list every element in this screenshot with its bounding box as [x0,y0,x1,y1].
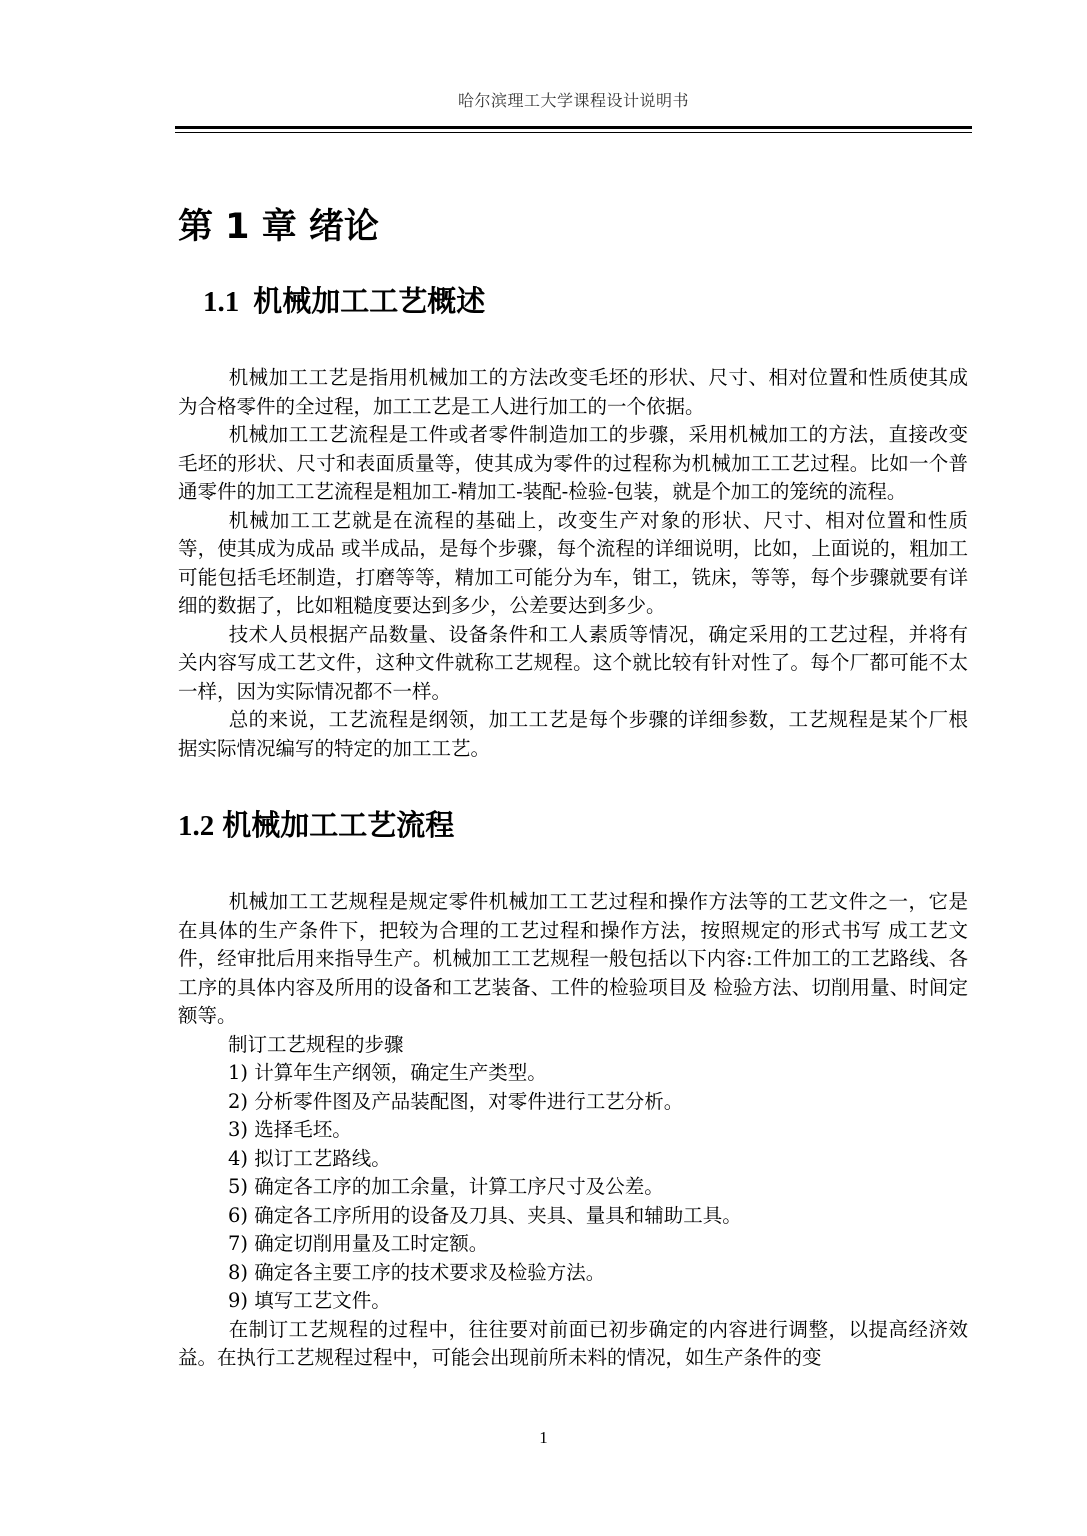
section-title-text: 机械加工工艺概述 [253,284,486,318]
list-item: 9) 填写工艺文件。 [228,1289,391,1312]
header-rule-thin [175,132,972,133]
paragraph: 在制订工艺规程的过程中，往往要对前面已初步确定的内容进行调整，以提高经济效益。在执行工艺规程过程中，可能会出现前所未料的情况，如生产条件的变 [178,1317,968,1369]
paragraph: 机械加工工艺就是在流程的基础上，改变生产对象的形状、尺寸、相对位置和性质等，使其成为成品 或半成品，是每个步骤，每个流程的详细说明，比如，上面说的，粗加工可能包括毛坯制造，打磨等等，精加工可能分为车，钳工，铣床，等等，每个步骤就要有详 细的数据了，比如粗糙度要达到多少，公差要达到多少。 [178,508,968,617]
list-item: 2) 分析零件图及产品装配图，对零件进行工艺分析。 [228,1089,684,1113]
section-number: 1.1 [203,286,240,318]
running-header: 哈尔滨理工大学课程设计说明书 [457,91,689,110]
section-heading-1-1 [203,281,485,322]
section-1-2-body [178,888,968,1373]
paragraph: 技术人员根据产品数量、设备条件和工人素质等情况，确定采用的工艺过程，并将有关内容写成工艺文件，这种文件就称工艺规程。这个就比较有针对性了。每个厂都可能不太一样，因为实际情况都不一样。 [178,622,968,703]
list-item: 5) 确定各工序的加工余量，计算工序尺寸及公差。 [228,1175,664,1198]
section-title-text: 机械加工工艺流程 [222,808,455,842]
list-item: 1) 计算年生产纲领，确定生产类型。 [228,1061,547,1084]
page-number: 1 [539,1428,548,1447]
steps-heading: 制订工艺规程的步骤 [228,1032,404,1056]
paragraph: 机械加工工艺流程是工件或者零件制造加工的步骤，采用机械加工的方法，直接改变毛坯的形状、尺寸和表面质量等，使其成为零件的过程称为机械加工工艺过程。比如一个普通零件的加工工艺流程是粗加工-精加工-装配-检验-包装，就是个加工的笼统的流程。 [178,423,968,503]
list-item: 3) 选择毛坯。 [228,1118,352,1141]
section-heading-1-2 [178,805,454,846]
list-item: 8) 确定各主要工序的技术要求及检验方法。 [228,1260,606,1284]
list-item: 7) 确定切削用量及工时定额。 [228,1232,489,1255]
section-number: 1.2 [178,810,215,842]
paragraph: 机械加工工艺是指用机械加工的方法改变毛坯的形状、尺寸、相对位置和性质使其成为合格零件的全过程，加工工艺是工人进行加工的一个依据。 [178,366,968,418]
section-1-1-body [178,364,968,763]
paragraph: 总的来说，工艺流程是纲领，加工工艺是每个步骤的详细参数，工艺规程是某个厂根据实际情况编写的特定的加工工艺。 [178,708,968,760]
list-item: 4) 拟订工艺路线。 [228,1146,391,1170]
list-item: 6) 确定各工序所用的设备及刀具、夹具、量具和辅助工具。 [228,1203,742,1227]
paragraph: 机械加工工艺规程是规定零件机械加工工艺过程和操作方法等的工艺文件之一，它是在具体的生产条件下，把较为合理的工艺过程和操作方法，按照规定的形式书写 成工艺文件，经审批后用来指导生产。机械加工工艺规程一般包括以下内容:工件加工的工艺路线、各工序的具体内容及所用的设备和工艺装备、工件的检验项目及 检验方法、切削用量、时间定额等。 [178,890,968,1027]
chapter-title: 第 1 章 绪论 [178,207,379,247]
header-rule-thick [175,126,972,129]
